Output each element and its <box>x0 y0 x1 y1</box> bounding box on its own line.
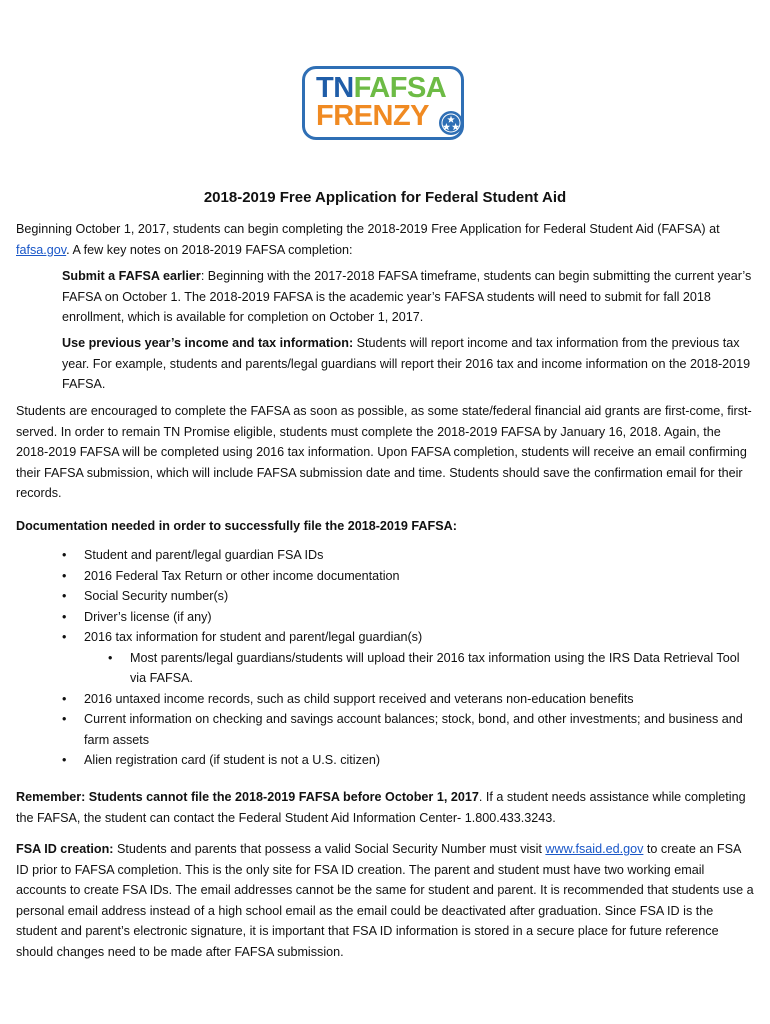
list-item <box>0 607 754 628</box>
note-submit-earlier <box>62 266 754 328</box>
fsa-id-body-2: to create an FSA ID prior to FAFSA completion. This is the only site for FSA ID creation. The parent and student must have two working email accounts to create FSA IDs. The email addresses cannot be the same for student and parent. It is recommended that students use a personal email address instead of a high school email as the email could be deactivated after graduation. Since FSA ID is the student and parent’s electronic signature, it is important that FSA ID information is stored in a secure place for future reference should changes need to be made after FAFSA submission. <box>16 842 754 959</box>
logo-frenzy: FRENZY <box>316 100 429 132</box>
sub-list-item <box>0 648 754 689</box>
bullet: • <box>62 609 67 624</box>
intro-text: Beginning October 1, 2017, students can begin completing the 2018-2019 Free Application for Federal Student Aid (FAFSA) at <box>16 222 720 236</box>
list-item-text: Driver’s license (if any) <box>84 609 212 624</box>
list-item <box>0 586 754 607</box>
list-item <box>0 689 754 710</box>
list-item <box>0 566 754 587</box>
note-heading: Submit a FAFSA earlier <box>62 269 201 283</box>
logo-line-1 <box>316 74 446 102</box>
tennessee-tri-star-icon <box>438 110 464 136</box>
bullet: • <box>62 548 67 562</box>
list-item-text: Student and parent/legal guardian FSA IDs <box>84 548 324 562</box>
remember-paragraph <box>16 787 756 828</box>
list-item-text: 2016 untaxed income records, such as child support received and veterans non-education benefits <box>84 691 634 706</box>
list-item-text: Social Security number(s) <box>84 589 229 603</box>
logo-fafsa: FAFSA <box>353 72 447 104</box>
bullet: • <box>108 650 113 665</box>
note-body: Students will report income and tax information from the previous tax year. For example, students and parents/legal guardians will report their 2016 tax and income information on the 2018-2019 FAFSA. <box>62 336 751 391</box>
list-item-text: 2016 Federal Tax Return or other income documentation <box>84 568 400 583</box>
bullet: • <box>62 691 67 706</box>
bullet: • <box>62 753 67 767</box>
bullet: • <box>62 712 67 726</box>
fsa-id-body-1: Students and parents that possess a valid Social Security Number must visit <box>113 842 546 856</box>
remember-body: . If a student needs assistance while completing the FAFSA, the student can contact the Federal Student Aid Information Center- 1.800.433.3243. <box>16 790 746 825</box>
list-item <box>0 627 754 648</box>
fsaid-link[interactable]: www.fsaid.ed.gov <box>545 842 644 856</box>
bullet: • <box>62 589 67 603</box>
fsa-id-heading: FSA ID creation: <box>16 842 114 856</box>
list-item-text: Alien registration card (if student is not a U.S. citizen) <box>84 753 381 767</box>
note-previous-year <box>62 333 754 395</box>
remember-heading: Remember: Students cannot file the 2018-2019 FAFSA before October 1, 2017 <box>16 790 479 804</box>
intro-text-after: . A few key notes on 2018-2019 FAFSA completion: <box>66 242 353 257</box>
list-item <box>0 545 754 566</box>
documentation-list <box>0 545 754 771</box>
fafsa-gov-link[interactable]: fafsa.gov <box>16 242 67 257</box>
list-item-text: Most parents/legal guardians/students will upload their 2016 tax information using the IRS Data Retrieval Tool via FAFSA. <box>130 650 740 685</box>
docs-heading-text: Documentation needed in order to successfully file the 2018-2019 FAFSA: <box>16 519 457 533</box>
note-body: : Beginning with the 2017-2018 FAFSA timeframe, students can begin submitting the current year’s FAFSA on October 1. The 2018-2019 FAFSA is the academic year’s FAFSA students will need to submit for fall 2018 enrollment, which is available for completion on October 1, 2017. <box>62 269 752 324</box>
bullet: • <box>62 630 67 644</box>
document-title: 2018-2019 Free Application for Federal Student Aid <box>203 189 567 206</box>
bullet: • <box>62 568 67 583</box>
intro-paragraph <box>16 219 756 260</box>
list-item-text: 2016 tax information for student and parent/legal guardian(s) <box>84 630 423 644</box>
encourage-paragraph: Students are encouraged to complete the FAFSA as soon as possible, as some state/federal financial aid grants are first-come, first-served. In order to remain TN Promise eligible, students must complete the 2018-2019 FAFSA by January 16, 2018. Again, the 2018-2019 FAFSA will be completed using 2016 tax information. Upon FAFSA completion, students will receive an email confirming their FAFSA submission, which will include FAFSA submission date and time. Students should save the confirmation email for their records. <box>16 404 752 500</box>
docs-heading <box>16 516 756 537</box>
logo-tn: TN <box>316 72 354 104</box>
list-item <box>0 709 754 750</box>
tn-fafsa-frenzy-logo <box>302 66 470 144</box>
list-item-text: Current information on checking and savings account balances; stock, bond, and other investments; and business and farm assets <box>84 712 743 747</box>
list-item <box>0 750 754 771</box>
note-heading: Use previous year’s income and tax information: <box>62 336 354 350</box>
fsa-id-paragraph <box>16 839 756 962</box>
